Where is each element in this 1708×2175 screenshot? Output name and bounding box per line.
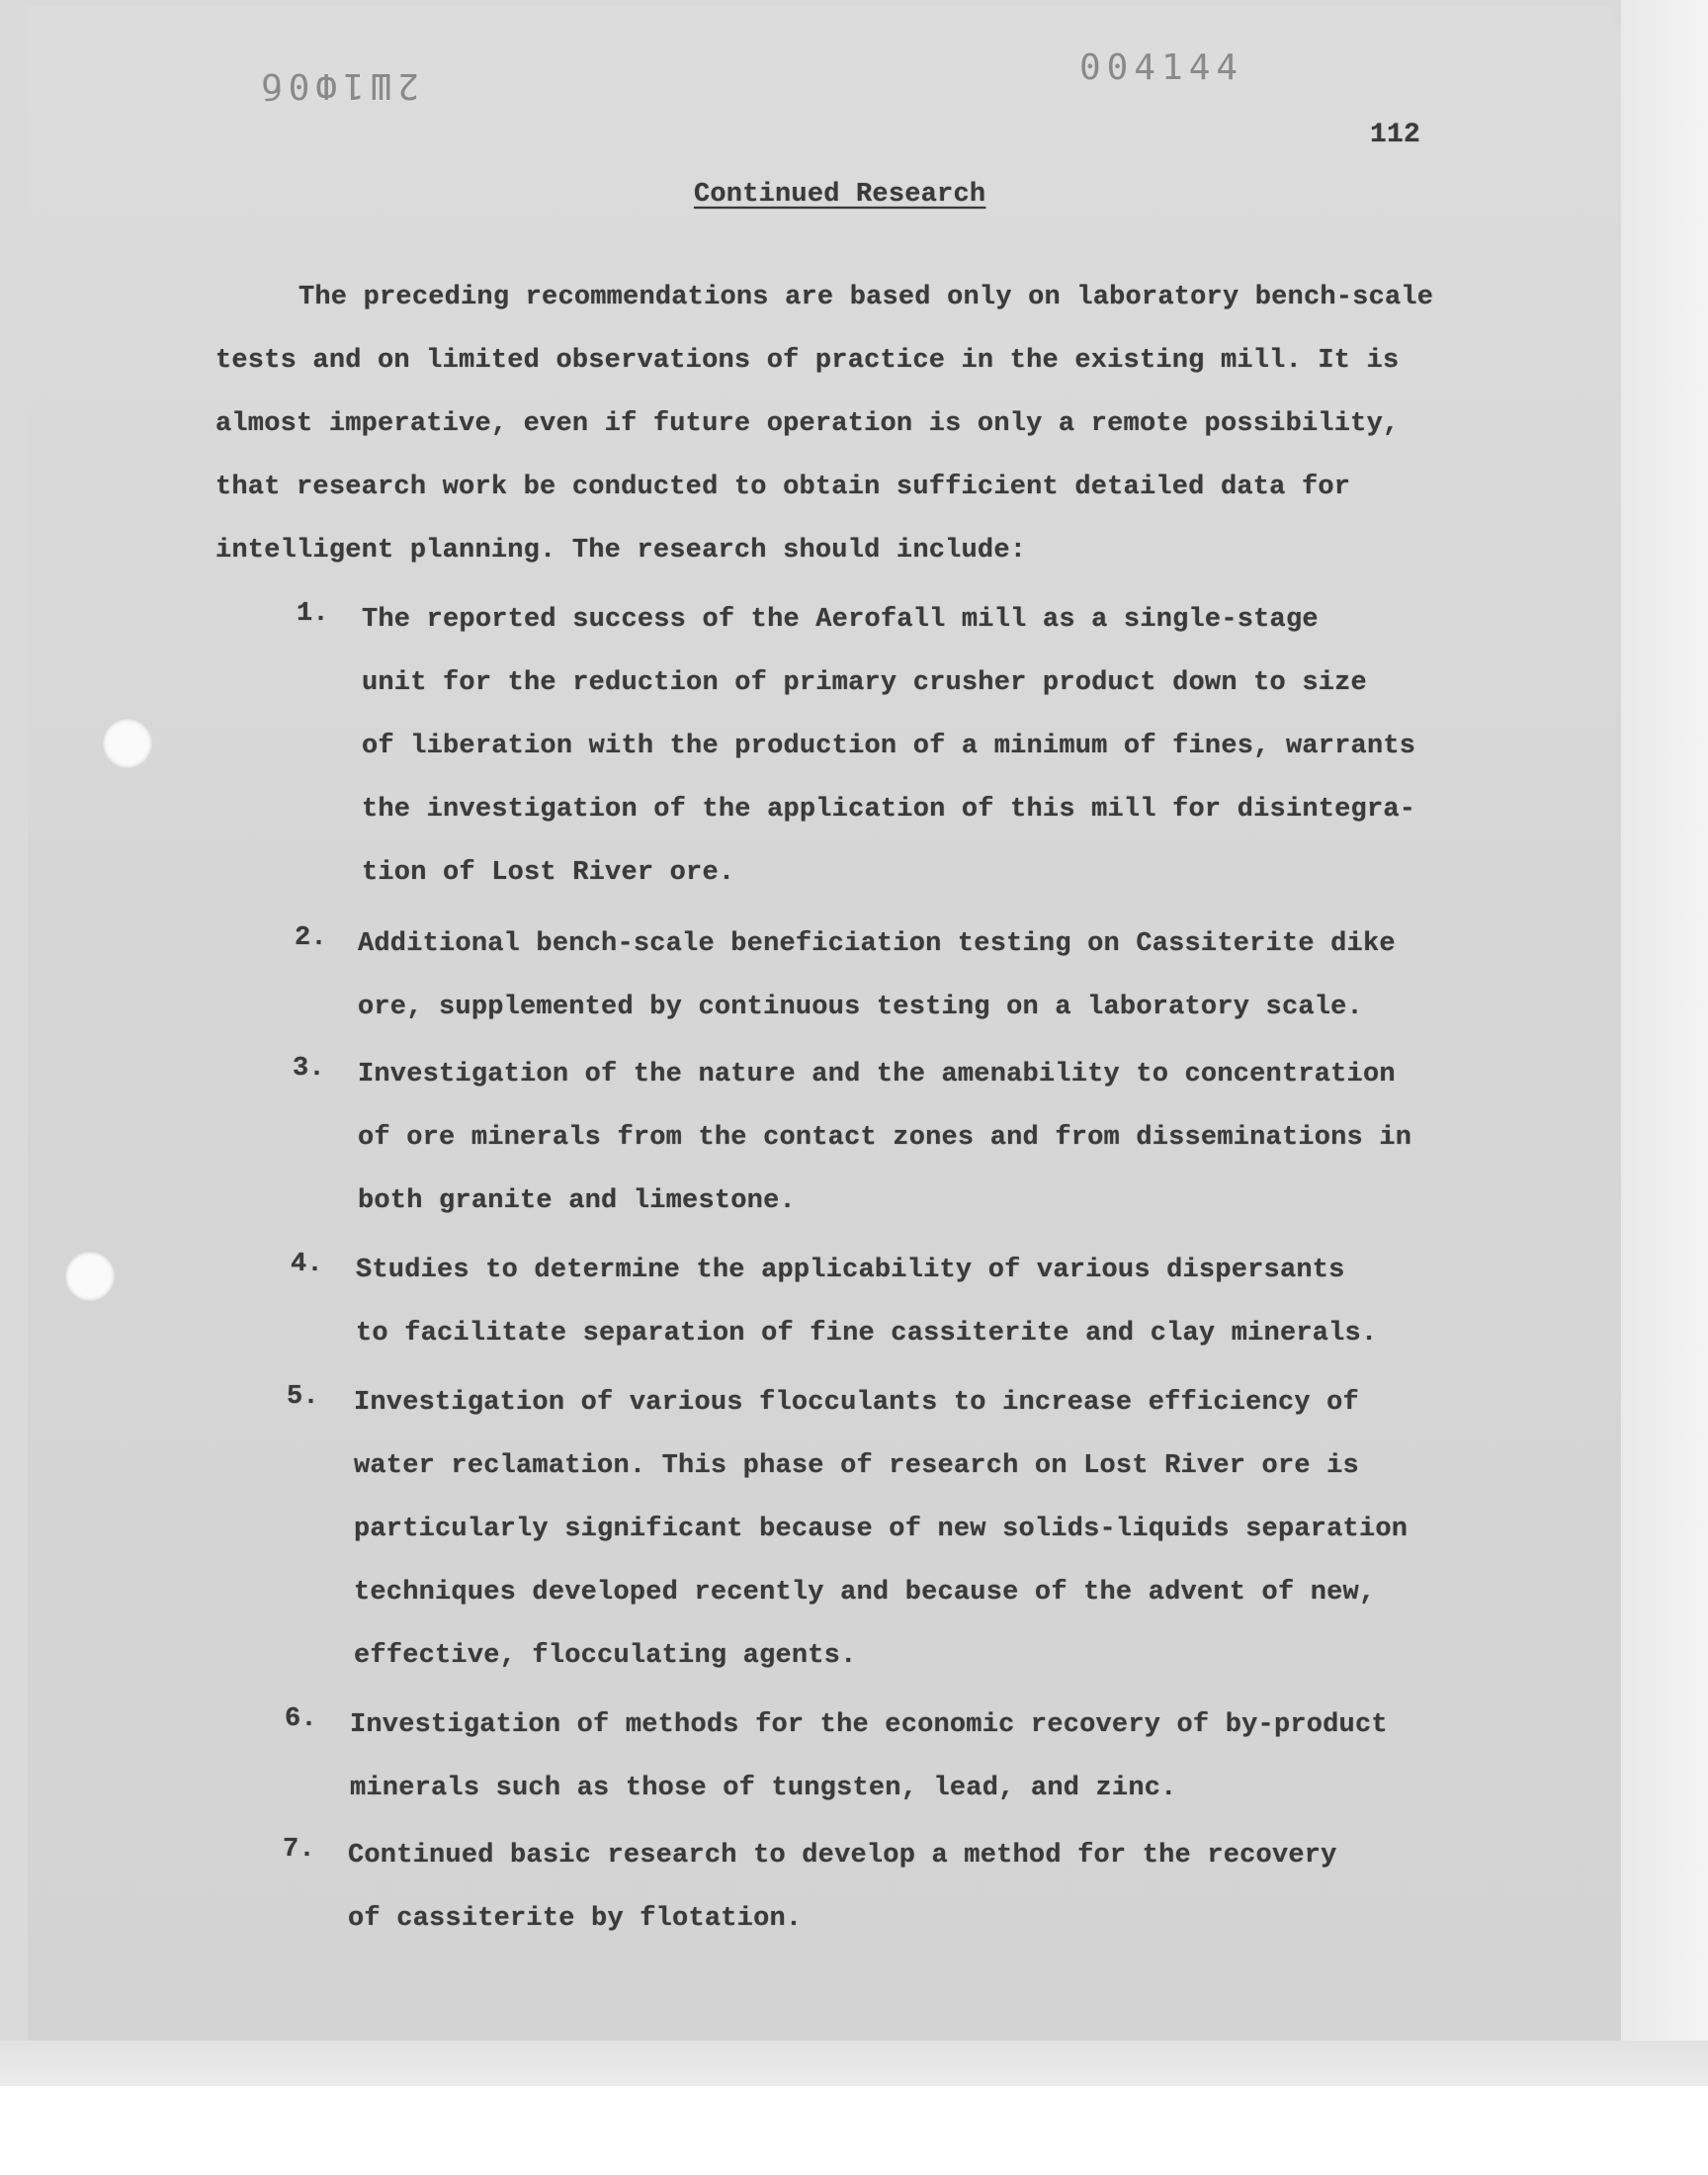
scan-margin-bottom (0, 2041, 1708, 2086)
item-line: both granite and limestone. (358, 1186, 796, 1216)
intro-line: tests and on limited observations of practice in the existing mill. It is (215, 346, 1400, 376)
intro-line: intelligent planning. The research should include: (215, 536, 1027, 566)
item-line: effective, flocculating agents. (354, 1641, 857, 1671)
stamp-number-right: 004144 (1079, 47, 1244, 88)
intro-line: almost imperative, even if future operation is only a remote possibility, (215, 409, 1400, 439)
item-number: 3. (293, 1054, 325, 1084)
item-line: The reported success of the Aerofall mill as a single-stage (362, 605, 1319, 635)
punch-hole-upper (103, 719, 152, 768)
item-line: to facilitate separation of fine cassiterite and clay minerals. (356, 1319, 1378, 1348)
section-title: Continued Research (694, 180, 986, 210)
item-line: minerals such as those of tungsten, lead, and zinc. (350, 1774, 1177, 1803)
item-line: of liberation with the production of a minimum of fines, warrants (362, 732, 1416, 761)
item-line: water reclamation. This phase of research on Lost River ore is (354, 1451, 1359, 1481)
item-line: the investigation of the application of this mill for disintegra- (362, 795, 1416, 825)
punch-hole-lower (65, 1252, 115, 1301)
item-line: Investigation of the nature and the amenability to concentration (358, 1060, 1396, 1089)
page-number: 112 (1370, 120, 1421, 150)
stamp-number-left: 2Ш1Ф0б (255, 65, 420, 106)
intro-line: that research work be conducted to obtain sufficient detailed data for (215, 473, 1351, 502)
item-line: particularly significant because of new solids-liquids separation (354, 1515, 1409, 1544)
item-number: 2. (295, 923, 327, 953)
item-line: Additional bench-scale beneficiation testing on Cassiterite dike (358, 929, 1396, 959)
item-line: Continued basic research to develop a method for the recovery (348, 1841, 1337, 1870)
item-number: 1. (297, 599, 329, 629)
item-line: Investigation of various flocculants to increase efficiency of (354, 1388, 1359, 1418)
item-line: of cassiterite by flotation. (348, 1904, 803, 1934)
item-number: 7. (283, 1835, 315, 1865)
item-line: ore, supplemented by continuous testing on a laboratory scale. (358, 993, 1363, 1022)
item-line: unit for the reduction of primary crusher product down to size (362, 668, 1367, 698)
item-line: Investigation of methods for the economic recovery of by-product (350, 1710, 1388, 1740)
item-line: Studies to determine the applicability of various dispersants (356, 1256, 1345, 1285)
item-line: of ore minerals from the contact zones and from disseminations in (358, 1123, 1412, 1153)
item-number: 6. (285, 1704, 317, 1734)
item-number: 4. (291, 1250, 323, 1279)
item-number: 5. (287, 1382, 319, 1412)
item-line: techniques developed recently and because of the advent of new, (354, 1578, 1376, 1608)
item-line: tion of Lost River ore. (362, 858, 735, 888)
intro-line: The preceding recommendations are based only on laboratory bench-scale (299, 283, 1434, 312)
scan-margin-right (1621, 0, 1708, 2086)
